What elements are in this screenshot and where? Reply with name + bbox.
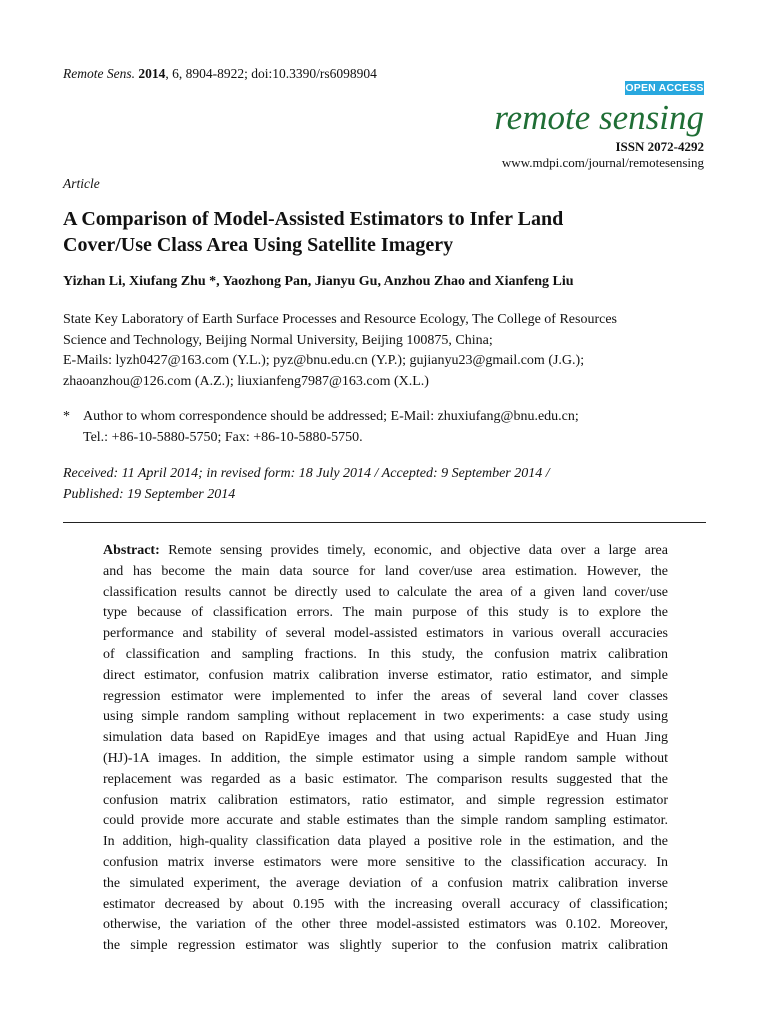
abstract-line: confusion matrix calibration estimators, ratio estimator, and simple regression estimator <box>103 792 668 808</box>
abstract-line: and has become the main data source for land cover/use area estimation. However, the <box>103 563 668 579</box>
abstract-label: Abstract: <box>103 543 160 558</box>
affiliation-line: E-Mails: lyzh0427@163.com (Y.L.); pyz@bnu.edu.cn (Y.P.); gujianyu23@gmail.com (J.G.); <box>63 353 585 368</box>
abstract-line: (HJ)-1A images. In addition, the simple estimator using a simple random sample without <box>103 750 668 766</box>
citation-line <box>63 66 377 82</box>
citation-volume-pages: , 6, 8904-8922; doi:10.3390/rs6098904 <box>165 66 377 81</box>
correspondence-star: * <box>63 409 70 424</box>
citation-year: 2014 <box>138 66 166 81</box>
abstract-body <box>103 541 668 957</box>
abstract-line: In addition, high-quality classification data played a positive role in the estimation, and the <box>103 834 668 850</box>
publication-dates <box>63 463 713 505</box>
title-line: A Comparison of Model-Assisted Estimators to Infer Land <box>63 208 564 230</box>
journal-url[interactable]: www.mdpi.com/journal/remotesensing <box>501 155 704 170</box>
title-line: Cover/Use Class Area Using Satellite Imagery <box>63 234 454 256</box>
abstract-first-line: Remote sensing provides timely, economic, and objective data over a large area <box>159 543 668 558</box>
abstract-line: otherwise, the variation of the other three model-assisted estimators was 0.102. Moreover, <box>103 917 668 933</box>
abstract-line: the simulated experiment, the average deviation of a confusion matrix calibration inverse <box>103 875 668 891</box>
dates-line: Received: 11 April 2014; in revised form: 18 July 2014 / Accepted: 9 September 2014 / <box>63 466 550 481</box>
abstract-line: classification results cannot be directly used to calculate the area of a given land cover/use <box>103 584 668 600</box>
abstract-line: simulation data based on RapidEye images and that using actual RapidEye and Huan Jing <box>103 730 668 746</box>
abstract-line: of classification and sampling fractions. In this study, the confusion matrix calibration <box>103 646 668 662</box>
affiliation-line: zhaoanzhou@126.com (A.Z.); liuxianfeng7987@163.com (X.L.) <box>63 373 429 389</box>
open-access-badge: OPEN ACCESS <box>625 82 704 94</box>
abstract-line: estimator decreased by about 0.195 with the increasing overall accuracy of classification; <box>103 896 668 912</box>
abstract-line <box>103 541 668 562</box>
journal-abbrev: Remote Sens. <box>63 66 135 81</box>
journal-name: remote sensing <box>494 98 704 137</box>
dates-line: Published: 19 September 2014 <box>63 487 236 502</box>
abstract-line: regression estimator were implemented to infer the areas of several land cover classes <box>103 688 668 704</box>
paper-title <box>63 206 713 258</box>
abstract-line: using simple random sampling without replacement in two experiments: a case study using <box>103 709 668 725</box>
abstract-line: performance and stability of several model-assisted estimators in various overall accuracies <box>103 626 668 642</box>
abstract-line: replacement was regarded as a basic estimator. The comparison results suggested that the <box>103 771 668 787</box>
issn: ISSN 2072-4292 <box>615 139 704 154</box>
abstract-line: the simple regression estimator was slightly superior to the confusion matrix calibration <box>103 938 668 954</box>
abstract-line: could provide more accurate and stable estimates than the simple random sampling estimator. <box>103 813 668 829</box>
correspondence-line: Tel.: +86-10-5880-5750; Fax: +86-10-5880-5750. <box>83 429 363 445</box>
affiliation-line: Science and Technology, Beijing Normal University, Beijing 100875, China; <box>63 332 493 348</box>
affiliation-line: State Key Laboratory of Earth Surface Processes and Resource Ecology, The College of Resources <box>63 312 617 327</box>
author-list: Yizhan Li, Xiufang Zhu *, Yaozhong Pan, Jianyu Gu, Anzhou Zhao and Xianfeng Liu <box>63 274 574 289</box>
section-divider <box>63 522 706 523</box>
correspondence-line: Author to whom correspondence should be addressed; E-Mail: zhuxiufang@bnu.edu.cn; <box>83 409 579 424</box>
abstract-line: direct estimator, confusion matrix calibration inverse estimator, ratio estimator, and simple <box>103 667 668 683</box>
article-type: Article <box>63 176 100 191</box>
affiliation-block <box>63 310 723 392</box>
abstract-line: confusion matrix inverse estimators were more sensitive to the classification accuracy. In <box>103 854 668 870</box>
abstract-line: type because of classification errors. The main purpose of this study is to explore the <box>103 605 668 621</box>
